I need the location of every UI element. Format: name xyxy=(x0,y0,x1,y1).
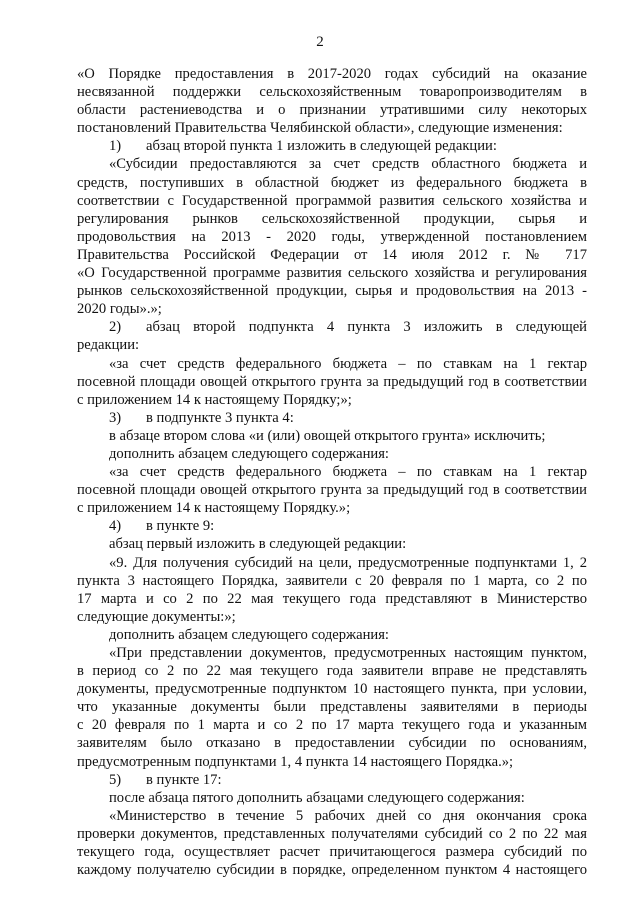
line-text: пункта 3 настоящего Порядка, заявители с 20 февраля по 1 марта, со 2 по xyxy=(77,572,587,589)
line-text: «О Порядке предоставления в 2017-2020 годах субсидий на оказание xyxy=(77,66,587,82)
line-text: Правительства Российской Федерации от 14 июля 2012 г. № 717 xyxy=(77,246,587,263)
line-text: проверки документов, представленных получателями субсидий со 2 по 22 мая xyxy=(77,825,587,842)
text-line xyxy=(77,246,587,264)
list-item-line xyxy=(77,137,587,155)
line-text: дополнить абзацем следующего содержания: xyxy=(109,445,389,462)
line-text: в подпункте 3 пункта 4: xyxy=(146,409,294,426)
line-text: соответствии с Государственной программой развития сельского хозяйства и xyxy=(77,192,587,209)
line-text: посевной площади овощей открытого грунта за предыдущий год в соответствии xyxy=(77,373,587,390)
text-line xyxy=(77,463,587,481)
line-text: посевной площади овощей открытого грунта за предыдущий год в соответствии xyxy=(77,482,587,499)
list-number: 1) xyxy=(109,138,122,155)
text-line xyxy=(77,336,587,354)
line-text: после абзаца пятого дополнить абзацами следующего содержания: xyxy=(109,789,525,806)
line-text: текущего года, осуществляет расчет причитающегося размера субсидий по xyxy=(77,844,587,861)
text-line xyxy=(77,590,587,608)
line-text: в пункте 17: xyxy=(146,771,222,788)
line-text: с приложением 14 к настоящему Порядку.»; xyxy=(77,500,351,517)
text-line xyxy=(77,535,587,553)
line-text: заявителям было отказано в предоставлении субсидии по основаниям, xyxy=(77,735,587,752)
line-text: в абзаце втором слова «и (или) овощей открытого грунта» исключить; xyxy=(109,427,546,444)
text-line xyxy=(77,481,587,499)
list-item-line xyxy=(77,771,587,789)
text-line xyxy=(77,753,587,771)
list-number: 4) xyxy=(109,518,122,535)
line-text: в период со 2 по 22 мая текущего года заявители вправе не представлять xyxy=(77,663,587,680)
text-line xyxy=(77,662,587,680)
text-line xyxy=(77,734,587,752)
text-line xyxy=(77,554,587,572)
line-text: «за счет средств федерального бюджета – по ставкам на 1 гектар xyxy=(109,355,587,372)
text-line xyxy=(77,716,587,734)
text-line xyxy=(77,626,587,644)
line-text: «9. Для получения субсидий на цели, предусмотренные подпунктами 1, 2 xyxy=(109,554,587,571)
text-line xyxy=(77,445,587,463)
line-text: постановлений Правительства Челябинской области», следующие изменения: xyxy=(77,120,563,137)
line-text: абзац второй пункта 1 изложить в следующей редакции: xyxy=(146,138,497,155)
text-line xyxy=(77,644,587,662)
line-text: что указанные документы были представлены заявителями в периоды xyxy=(77,699,587,716)
text-line xyxy=(77,210,587,228)
text-line xyxy=(77,101,587,119)
line-text: области растениеводства и о признании утратившими силу некоторых xyxy=(77,102,587,119)
line-text: следующие документы:»; xyxy=(77,608,236,625)
text-line xyxy=(77,861,587,879)
text-line xyxy=(77,228,587,246)
line-text: дополнить абзацем следующего содержания: xyxy=(109,626,389,643)
text-line xyxy=(77,391,587,409)
text-line xyxy=(77,264,587,282)
line-text: рынков сельскохозяйственной продукции, сырья и продовольствия на 2013 - xyxy=(77,283,587,300)
line-text: абзац второй подпункта 4 пункта 3 изложить в следующей xyxy=(146,319,587,336)
line-text: «О Государственной программе развития сельского хозяйства и регулирования xyxy=(77,265,587,282)
list-item-line xyxy=(77,318,587,336)
text-line xyxy=(77,499,587,517)
line-text: в пункте 9: xyxy=(146,518,215,535)
line-text: регулирования рынков сельскохозяйственной продукции, сырья и xyxy=(77,210,587,227)
text-line xyxy=(77,572,587,590)
line-text: «Субсидии предоставляются за счет средств областного бюджета и xyxy=(109,156,587,173)
text-line xyxy=(77,83,587,101)
text-line xyxy=(77,680,587,698)
line-text: с приложением 14 к настоящему Порядку;»; xyxy=(77,391,352,408)
list-item-line xyxy=(77,517,587,535)
line-text: с 20 февраля по 1 марта и со 2 по 17 марта текущего года и указанным xyxy=(77,717,587,734)
text-line xyxy=(77,825,587,843)
line-text: предусмотренным подпунктами 1, 4 пункта 14 настоящего Порядка.»; xyxy=(77,753,514,770)
text-line xyxy=(77,807,587,825)
list-number: 5) xyxy=(109,771,122,788)
line-text: средств, поступивших в областной бюджет из федерального бюджета в xyxy=(77,174,587,191)
line-text: 17 марта и со 2 по 22 мая текущего года представляют в Министерство xyxy=(77,590,587,607)
text-line xyxy=(77,155,587,173)
line-text: продовольствия на 2013 - 2020 годы, утвержденной постановлением xyxy=(77,228,587,245)
page-number: 2 xyxy=(316,34,324,50)
text-line xyxy=(77,282,587,300)
text-line xyxy=(77,119,587,137)
text-line xyxy=(77,192,587,210)
text-line xyxy=(77,608,587,626)
line-text: абзац первый изложить в следующей редакции: xyxy=(109,536,407,553)
line-text: редакции: xyxy=(77,337,140,354)
list-item-line xyxy=(77,409,587,427)
list-number: 3) xyxy=(109,409,122,426)
line-text: «за счет средств федерального бюджета – по ставкам на 1 гектар xyxy=(109,464,587,481)
document-body xyxy=(77,65,587,879)
line-text: несвязанной поддержки сельскохозяйственным товаропроизводителям в xyxy=(77,84,587,101)
text-line xyxy=(77,65,587,83)
text-line xyxy=(77,373,587,391)
text-line xyxy=(77,843,587,861)
text-line xyxy=(77,698,587,716)
line-text: «При представлении документов, предусмотренных настоящим пунктом, xyxy=(109,645,587,661)
text-line xyxy=(77,427,587,445)
line-text: документы, предусмотренные подпунктом 10 настоящего пункта, при условии, xyxy=(77,681,587,698)
line-text: 2020 годы».»; xyxy=(77,301,162,318)
list-number: 2) xyxy=(109,319,122,336)
line-text: каждому получателю субсидии в порядке, определенном пунктом 4 настоящего xyxy=(77,862,587,879)
line-text: «Министерство в течение 5 рабочих дней со дня окончания срока xyxy=(109,807,587,824)
text-line xyxy=(77,300,587,318)
text-line xyxy=(77,355,587,373)
text-line xyxy=(77,174,587,192)
text-line xyxy=(77,789,587,807)
